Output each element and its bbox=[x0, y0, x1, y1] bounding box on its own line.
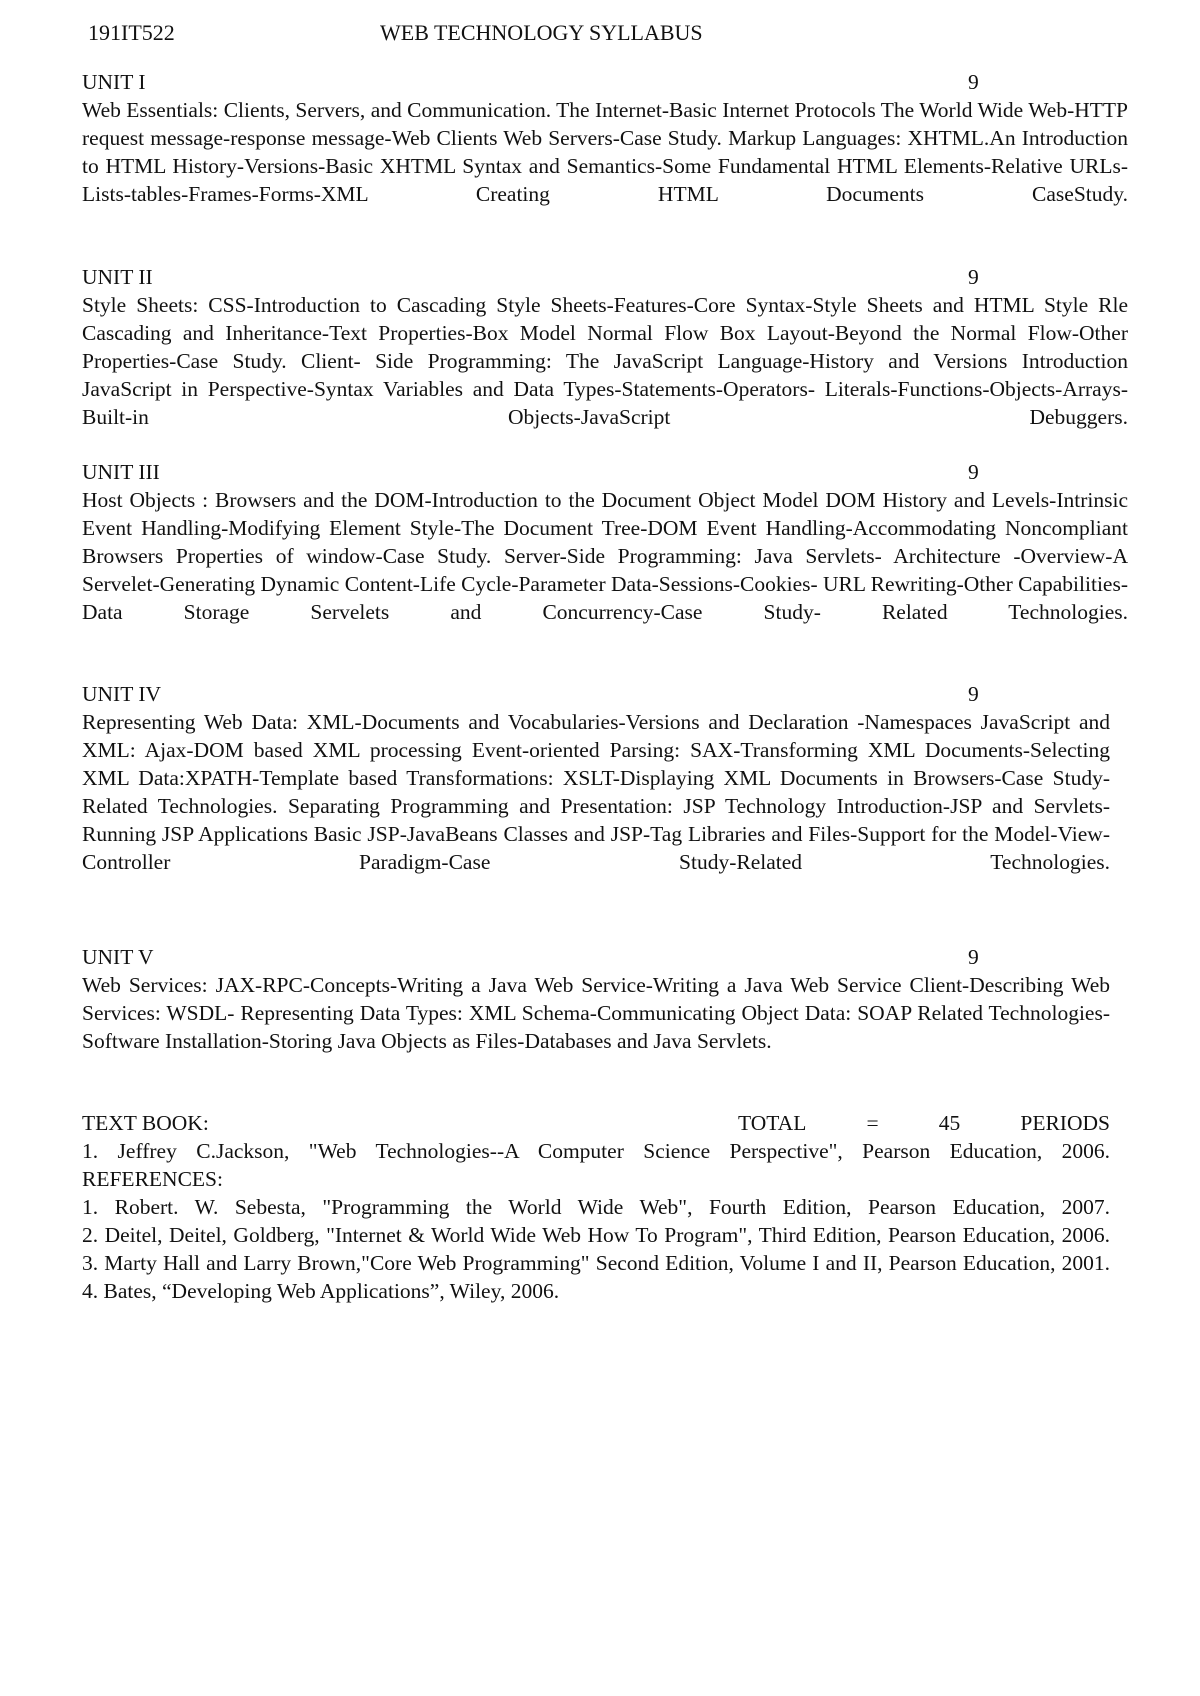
unit-5-content: Web Services: JAX-RPC-Concepts-Writing a Java Web Service-Writing a Java Web Service Client-Describing Web Services: WSDL- Representing Data Types: XML Schema-Communicating Object Data: SOAP Related Technologies-Software Installation-Storing Java Objects as Files-Databases and Java Servlets. bbox=[82, 973, 1110, 1053]
unit-5-section bbox=[82, 943, 1110, 1055]
total-periods bbox=[738, 1109, 1110, 1137]
reference-entry-3: 3. Marty Hall and Larry Brown,"Core Web Programming" Second Edition, Volume I and II, Pearson Education, 2001. bbox=[82, 1251, 1110, 1275]
text-book-section bbox=[82, 1109, 1110, 1305]
unit-4-section bbox=[82, 680, 1110, 876]
references-label: REFERENCES: bbox=[82, 1167, 223, 1191]
unit-2-hours: 9 bbox=[968, 265, 979, 289]
unit-4-title: UNIT IV bbox=[82, 682, 162, 706]
unit-1-heading bbox=[82, 68, 1128, 96]
total-label: TOTAL bbox=[738, 1111, 807, 1135]
reference-entry-2: 2. Deitel, Deitel, Goldberg, "Internet & World Wide Web How To Program", Third Edition, Pearson Education, 2006. bbox=[82, 1223, 1110, 1247]
unit-3-heading bbox=[82, 458, 1128, 486]
course-code: 191IT522 bbox=[88, 20, 175, 45]
unit-3-title: UNIT III bbox=[82, 460, 160, 484]
text-book-heading bbox=[82, 1109, 1110, 1137]
unit-1-hours: 9 bbox=[968, 70, 979, 94]
unit-2-section bbox=[82, 263, 1128, 431]
unit-3-content: Host Objects : Browsers and the DOM-Introduction to the Document Object Model DOM History and Levels-Intrinsic Event Handling-Modifying Element Style-The Document Tree-DOM Event Handling-Accommodating Noncompliant Browsers Properties of window-Case Study. Server-Side Programming: Java Servlets- Architecture -Overview-A Servelet-Generating Dynamic Content-Life Cycle-Parameter Data-Sessions-Cookies- URL Rewriting-Other Capabilities-Data Storage Servelets and Concurrency-Case Study- Related Technologies. bbox=[82, 488, 1128, 624]
unit-4-hours: 9 bbox=[968, 682, 979, 706]
text-book-label: TEXT BOOK: bbox=[82, 1111, 209, 1135]
total-equals: = bbox=[866, 1111, 879, 1135]
unit-1-section bbox=[82, 68, 1128, 208]
unit-4-content: Representing Web Data: XML-Documents and Vocabularies-Versions and Declaration -Namespaces JavaScript and XML: Ajax-DOM based XML processing Event-oriented Parsing: SAX-Transforming XML Documents-Selecting XML Data:XPATH-Template based Transformations: XSLT-Displaying XML Documents in Browsers-Case Study- Related Technologies. Separating Programming and Presentation: JSP Technology Introduction-JSP and Servlets-Running JSP Applications Basic JSP-JavaBeans Classes and JSP-Tag Libraries and Files-Support for the Model-View-Controller Paradigm-Case Study-Related Technologies. bbox=[82, 710, 1110, 874]
total-value: 45 bbox=[938, 1111, 961, 1135]
unit-2-heading bbox=[82, 263, 1128, 291]
unit-1-title: UNIT I bbox=[82, 70, 146, 94]
reference-entry-1: 1. Robert. W. Sebesta, "Programming the World Wide Web", Fourth Edition, Pearson Education, 2007. bbox=[82, 1195, 1110, 1219]
unit-2-title: UNIT II bbox=[82, 265, 153, 289]
page-header bbox=[88, 20, 1128, 50]
document-title: WEB TECHNOLOGY SYLLABUS bbox=[380, 20, 703, 45]
text-book-entry: 1. Jeffrey C.Jackson, "Web Technologies--A Computer Science Perspective", Pearson Education, 2006. bbox=[82, 1139, 1110, 1163]
reference-entry-4: 4. Bates, “Developing Web Applications”, Wiley, 2006. bbox=[82, 1279, 560, 1303]
unit-2-content: Style Sheets: CSS-Introduction to Cascading Style Sheets-Features-Core Syntax-Style Sheets and HTML Style Rle Cascading and Inheritance-Text Properties-Box Model Normal Flow Box Layout-Beyond the Normal Flow-Other Properties-Case Study. Client- Side Programming: The JavaScript Language-History and Versions Introduction JavaScript in Perspective-Syntax Variables and Data Types-Statements-Operators- Literals-Functions-Objects-Arrays-Built-in Objects-JavaScript Debuggers. bbox=[82, 293, 1128, 429]
total-unit: PERIODS bbox=[1020, 1111, 1110, 1135]
unit-3-hours: 9 bbox=[968, 460, 979, 484]
unit-5-title: UNIT V bbox=[82, 945, 154, 969]
unit-5-hours: 9 bbox=[968, 945, 979, 969]
unit-1-content: Web Essentials: Clients, Servers, and Communication. The Internet-Basic Internet Protocols The World Wide Web-HTTP request message-response message-Web Clients Web Servers-Case Study. Markup Languages: XHTML.An Introduction to HTML History-Versions-Basic XHTML Syntax and Semantics-Some Fundamental HTML Elements-Relative URLs-Lists-tables-Frames-Forms-XML Creating HTML Documents CaseStudy. bbox=[82, 98, 1128, 206]
unit-3-section bbox=[82, 458, 1128, 626]
unit-5-heading bbox=[82, 943, 1110, 971]
unit-4-heading bbox=[82, 680, 1110, 708]
